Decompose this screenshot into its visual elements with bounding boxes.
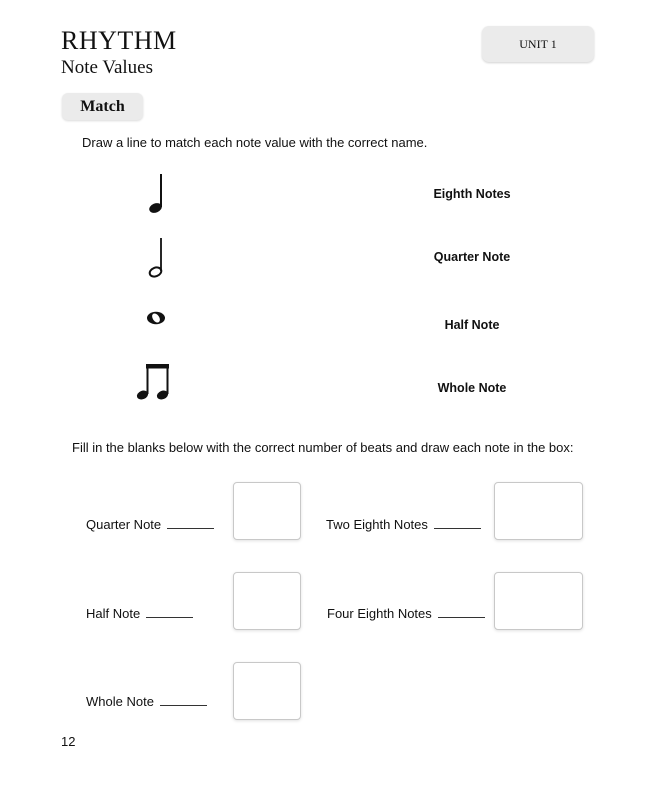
section-badge-match: Match (62, 93, 143, 120)
fill-item-four-eighth-notes (327, 607, 485, 620)
beats-blank[interactable] (160, 704, 207, 706)
fill-item-two-eighth-notes (326, 518, 481, 531)
unit-badge: UNIT 1 (482, 26, 594, 62)
fill-item-quarter-note (86, 518, 214, 531)
fill-item-label: Quarter Note (86, 517, 162, 532)
beamed-eighth-notes-icon (135, 362, 175, 404)
page-subtitle: Note Values (61, 57, 153, 78)
quarter-note-icon (144, 170, 168, 216)
fill-item-label: Four Eighth Notes (327, 606, 432, 621)
note-name-half-note: Half Note (444, 318, 500, 332)
beats-blank[interactable] (167, 527, 214, 529)
fill-item-label: Two Eighth Notes (326, 517, 428, 532)
fill-instruction: Fill in the blanks below with the correct number of beats and draw each note in the box: (72, 440, 574, 455)
page-title: RHYTHM (61, 26, 177, 55)
note-drawing-box[interactable] (233, 482, 301, 540)
note-drawing-box[interactable] (233, 662, 301, 720)
note-drawing-box[interactable] (233, 572, 301, 630)
note-name-eighth-notes: Eighth Notes (433, 187, 511, 201)
whole-note-icon (144, 309, 168, 327)
note-name-quarter-note: Quarter Note (433, 250, 511, 264)
fill-item-label: Whole Note (86, 694, 154, 709)
half-note-icon (144, 234, 168, 280)
beats-blank[interactable] (438, 616, 485, 618)
fill-item-whole-note (86, 695, 207, 708)
note-drawing-box[interactable] (494, 482, 583, 540)
note-name-whole-note: Whole Note (437, 381, 507, 395)
fill-item-half-note (86, 607, 193, 620)
beats-blank[interactable] (146, 616, 193, 618)
page-number: 12 (61, 734, 76, 749)
fill-item-label: Half Note (86, 606, 141, 621)
beats-blank[interactable] (434, 527, 481, 529)
match-instruction: Draw a line to match each note value with the correct name. (82, 135, 428, 150)
note-drawing-box[interactable] (494, 572, 583, 630)
